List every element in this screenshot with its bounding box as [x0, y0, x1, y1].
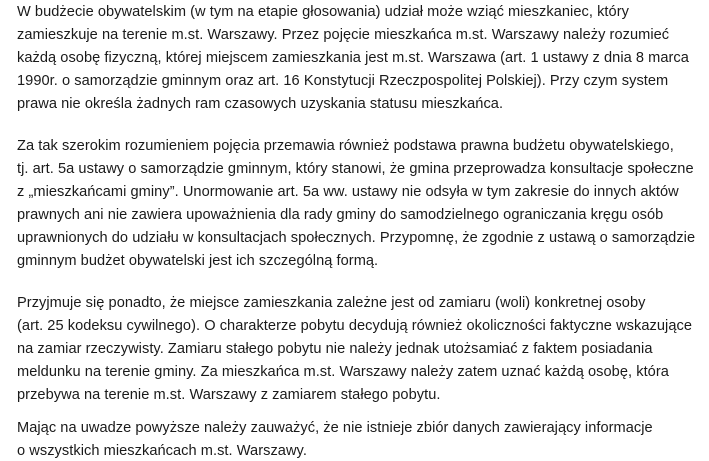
paragraph-line: tj. art. 5a ustawy o samorządzie gminnym, który stanowi, że gmina przeprowadza konsultacje społeczne	[17, 161, 694, 177]
paragraph-line: każdą osobę fizyczną, której miejscem zamieszkania jest m.st. Warszawa (art. 1 ustawy z dnia 8 marca	[17, 50, 689, 66]
paragraph-line: meldunku na terenie gminy. Za mieszkańca m.st. Warszawy należy zatem uznać każdą osobę, która	[17, 364, 669, 380]
paragraph-line: 1990r. o samorządzie gminnym oraz art. 16 Konstytucji Rzeczpospolitej Polskiej). Przy czym system	[17, 73, 669, 89]
paragraph-line: gminnym budżet obywatelski jest ich szczególną formą.	[17, 253, 379, 269]
paragraph-line: Przyjmuje się ponadto, że miejsce zamieszkania zależne jest od zamiaru (woli) konkretnej osoby	[17, 295, 646, 311]
paragraph-line: Za tak szerokim rozumieniem pojęcia przemawia również podstawa prawna budżetu obywatelskiego,	[17, 138, 674, 154]
paragraph-line: zamieszkuje na terenie m.st. Warszawy. Przez pojęcie mieszkańca m.st. Warszawy należy rozumieć	[17, 27, 670, 43]
paragraph-line: uprawnionych do udziału w konsultacjach społecznych. Przypomnę, że zgodnie z ustawą o samorządzie	[17, 230, 696, 246]
paragraph-line: na zamiar rzeczywisty. Zamiaru stałego pobytu nie należy jednak utożsamiać z faktem posiadania	[17, 341, 653, 357]
paragraph-line: przebywa na terenie m.st. Warszawy z zamiarem stałego pobytu.	[17, 387, 441, 403]
paragraph-line: W budżecie obywatelskim (w tym na etapie głosowania) udział może wziąć mieszkaniec, który	[17, 4, 629, 20]
paragraph-line: (art. 25 kodeksu cywilnego). O charakterze pobytu decydują również okoliczności faktyczne wskazujące	[17, 318, 693, 334]
paragraph-line: prawnych ani nie zawiera upoważnienia dla rady gminy do samodzielnego ograniczania kręgu osób	[17, 207, 664, 223]
paragraph-line: z „mieszkańcami gminy”. Unormowanie art. 5a ww. ustawy nie odsyła w tym zakresie do innych aktów	[17, 184, 679, 200]
paragraph-line: o wszystkich mieszkańcach m.st. Warszawy.	[17, 443, 307, 459]
paragraph-line: prawa nie określa żadnych ram czasowych uzyskania statusu mieszkańca.	[17, 96, 504, 112]
paragraph-line: Mając na uwadze powyższe należy zauważyć, że nie istnieje zbiór danych zawierający informacje	[17, 420, 653, 436]
